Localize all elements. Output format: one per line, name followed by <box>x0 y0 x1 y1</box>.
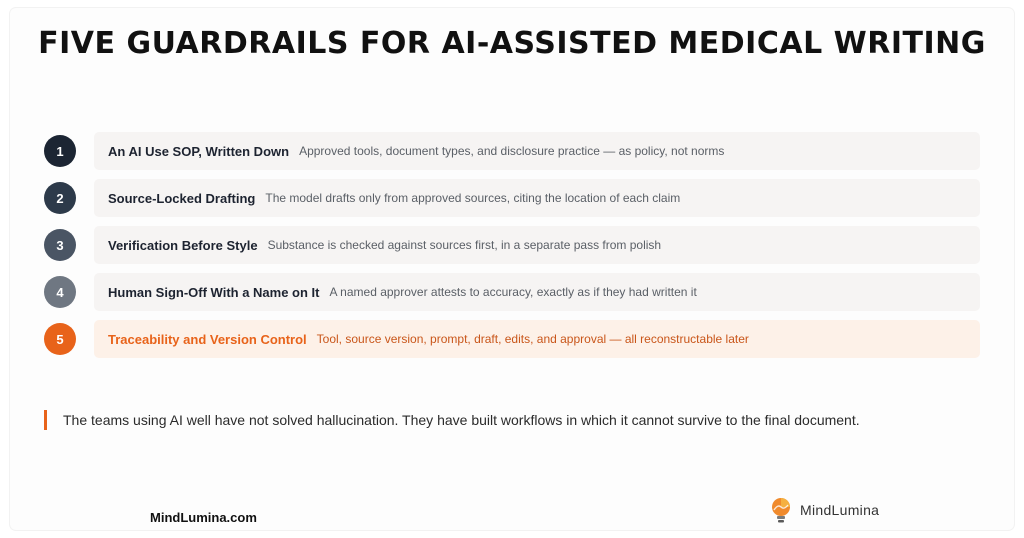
pull-quote: The teams using AI well have not solved hallucination. They have built workflows in which it cannot survive to the final document. <box>44 410 904 430</box>
step-number-badge: 5 <box>44 323 76 355</box>
brand-logo-text: MindLumina <box>800 502 880 518</box>
guardrail-item-4 <box>44 273 980 311</box>
guardrail-title: Human Sign-Off With a Name on It <box>108 284 320 300</box>
step-number-badge: 2 <box>44 182 76 214</box>
guardrail-description: Approved tools, document types, and disclosure practice — as policy, not norms <box>299 144 725 158</box>
guardrail-description: The model drafts only from approved sources, citing the location of each claim <box>265 191 681 205</box>
guardrail-item-3 <box>44 226 980 264</box>
guardrail-item-2 <box>44 179 980 217</box>
guardrail-bar <box>94 132 980 170</box>
guardrail-title: Traceability and Version Control <box>108 331 307 347</box>
guardrail-bar <box>94 226 980 264</box>
guardrail-item-5 <box>44 320 980 358</box>
guardrail-title: Verification Before Style <box>108 237 258 253</box>
guardrail-description: Tool, source version, prompt, draft, edits, and approval — all reconstructable later <box>316 332 749 346</box>
guardrail-bar <box>94 320 980 358</box>
step-number-badge: 1 <box>44 135 76 167</box>
guardrail-title: Source-Locked Drafting <box>108 190 256 206</box>
guardrail-item-1 <box>44 132 980 170</box>
guardrail-bar <box>94 179 980 217</box>
page-title: FIVE GUARDRAILS FOR AI-ASSISTED MEDICAL WRITING <box>38 26 986 61</box>
guardrail-list <box>44 132 980 367</box>
guardrail-description: Substance is checked against sources first, in a separate pass from polish <box>267 238 662 252</box>
guardrail-description: A named approver attests to accuracy, exactly as if they had written it <box>329 285 697 299</box>
lightbulb-icon <box>768 496 794 524</box>
step-number-badge: 3 <box>44 229 76 261</box>
brand-logo <box>768 496 879 524</box>
footer-site-url[interactable]: MindLumina.com <box>150 510 257 525</box>
guardrail-title: An AI Use SOP, Written Down <box>108 143 290 159</box>
step-number-badge: 4 <box>44 276 76 308</box>
guardrail-bar <box>94 273 980 311</box>
